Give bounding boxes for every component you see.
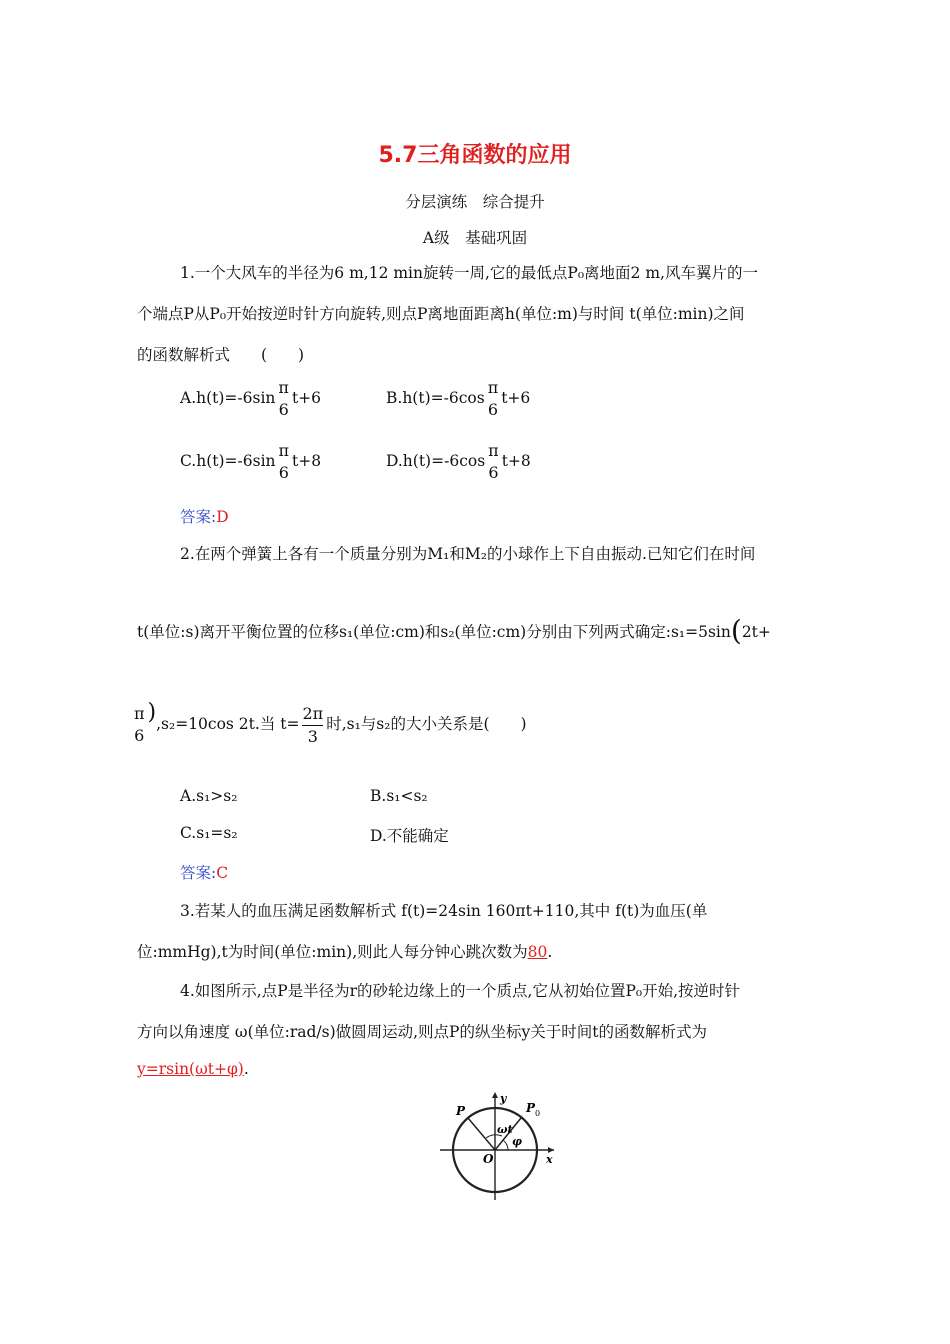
page-title: 5.7三角函数的应用 xyxy=(378,143,572,168)
section-subtitle: 分层演练 综合提升 xyxy=(405,193,545,211)
frac-num: π xyxy=(488,441,499,460)
level-heading: A级 基础巩固 xyxy=(422,229,528,247)
option-text: C.h(t)=-6sin xyxy=(180,452,276,470)
q2-option-b: B.s₁<s₂ xyxy=(370,787,428,805)
label-p0-sub: 0 xyxy=(535,1109,541,1118)
q3-line1: 3.若某人的血压满足函数解析式 f(t)=24sin 160πt+110,其中 f(t)为血压(单 xyxy=(180,902,708,920)
q2-line2-tail: 2t+ xyxy=(741,623,771,641)
y-arrow xyxy=(492,1092,498,1098)
option-text: t+6 xyxy=(501,389,531,407)
answer-value: C xyxy=(216,864,229,882)
fraction xyxy=(279,443,290,481)
option-text: t+6 xyxy=(291,389,322,407)
q2-line3-text-post: 时,s₁与s₂的大小关系是( ) xyxy=(326,715,527,733)
q2-option-d: D.不能确定 xyxy=(370,827,449,845)
q4-line3-post: . xyxy=(243,1060,249,1078)
q2-line2-text: t(单位:s)离开平衡位置的位移s₁(单位:cm)和s₂(单位:cm)分别由下列两式确定:s₁=5sin xyxy=(137,623,731,641)
q4-line1: 4.如图所示,点P是半径为r的砂轮边缘上的一个质点,它从初始位置P₀开始,按逆时针 xyxy=(180,982,741,1000)
q2-line3 xyxy=(134,700,527,745)
frac-den: 6 xyxy=(278,463,289,482)
q2-option-c: C.s₁=s₂ xyxy=(180,824,238,842)
label-p0: P xyxy=(526,1101,536,1115)
frac-den: 6 xyxy=(278,400,289,419)
fraction xyxy=(278,380,289,418)
q1-line1: 1.一个大风车的半径为6 m,12 min旋转一周,它的最低点P₀离地面2 m,风车翼片的一 xyxy=(180,264,758,282)
label-o: O xyxy=(483,1152,494,1166)
q2-line2 xyxy=(137,614,771,647)
q2-line3-text: ,s₂=10cos 2t.当 t= xyxy=(156,715,300,733)
fraction xyxy=(488,443,499,481)
q3-answer: 80 xyxy=(527,943,548,961)
q3-line2-post: . xyxy=(547,943,553,961)
fraction xyxy=(302,703,324,746)
frac-den: 3 xyxy=(307,726,318,746)
q2-line1: 2.在两个弹簧上各有一个质量分别为M₁和M₂的小球作上下自由振动.已知它们在时间 xyxy=(180,545,756,563)
frac-num: π xyxy=(134,704,145,723)
q1-line3: 的函数解析式 ( ) xyxy=(137,346,305,364)
q4-answer: y=rsin(ωt+φ) xyxy=(137,1060,244,1078)
frac-num: π xyxy=(487,378,499,397)
label-p: P xyxy=(456,1104,466,1118)
grinding-wheel-figure xyxy=(436,1088,560,1204)
option-text: D.h(t)=-6cos xyxy=(386,452,486,470)
frac-den: 6 xyxy=(488,463,499,482)
label-phi: φ xyxy=(512,1135,522,1148)
frac-den: 6 xyxy=(487,400,499,419)
answer-value: D xyxy=(216,508,229,526)
option-text: A.h(t)=-6sin xyxy=(180,389,276,407)
phi-arc xyxy=(503,1140,508,1150)
option-text: t+8 xyxy=(501,452,531,470)
frac-num: 2π xyxy=(302,706,323,726)
q2-answer xyxy=(180,861,228,883)
q3-line2 xyxy=(137,940,552,962)
close-paren: ) xyxy=(147,700,157,725)
fraction xyxy=(134,706,145,744)
q1-line2: 个端点P从P₀开始按逆时针方向旋转,则点P离地面距离h(单位:m)与时间 t(单位:min)之间 xyxy=(137,305,745,323)
q1-option-c xyxy=(180,443,321,481)
answer-label: 答案: xyxy=(180,508,217,526)
q1-option-d xyxy=(386,443,531,481)
label-omega-t: ωt xyxy=(497,1123,513,1136)
frac-num: π xyxy=(278,441,290,460)
open-paren: ( xyxy=(730,614,742,647)
answer-label: 答案: xyxy=(180,864,217,882)
q1-answer xyxy=(180,505,229,527)
label-y: y xyxy=(500,1092,507,1105)
radius-p xyxy=(468,1118,495,1150)
frac-den: 6 xyxy=(134,726,145,745)
q3-line2-text: 位:mmHg),t为时间(单位:min),则此人每分钟心跳次数为 xyxy=(137,943,528,961)
label-x: x xyxy=(546,1153,553,1166)
q4-line2: 方向以角速度 ω(单位:rad/s)做圆周运动,则点P的纵坐标y关于时间t的函数解析式为 xyxy=(137,1023,707,1041)
frac-num: π xyxy=(278,378,289,397)
q2-option-a: A.s₁>s₂ xyxy=(180,787,238,805)
option-text: t+8 xyxy=(292,452,322,470)
q4-line3 xyxy=(137,1060,249,1078)
q1-option-b xyxy=(386,380,530,418)
q1-option-a xyxy=(180,380,321,418)
option-text: B.h(t)=-6cos xyxy=(386,389,485,407)
fraction xyxy=(488,380,499,418)
